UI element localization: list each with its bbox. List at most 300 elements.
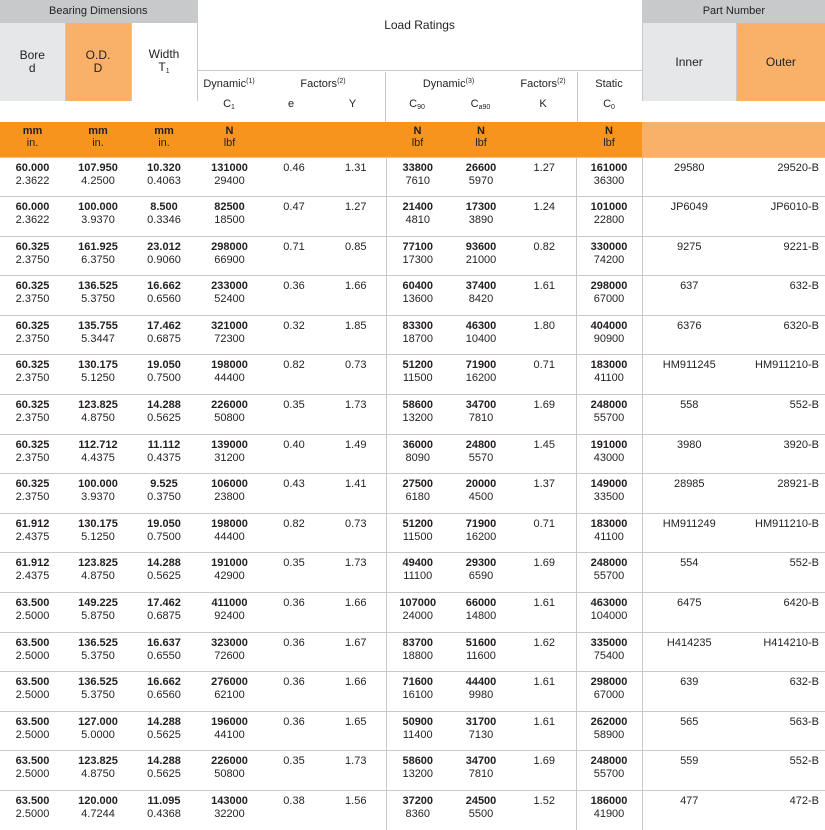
cell-c1-n xyxy=(197,751,262,791)
cell-value-imperial: 2.3750 xyxy=(15,491,50,504)
cell-value-imperial: 42900 xyxy=(214,570,245,583)
od-symbol: D xyxy=(93,61,103,75)
cell-e xyxy=(262,355,326,395)
cell-value: 14.288 xyxy=(147,755,181,768)
cell-value: 100.000 xyxy=(78,478,118,491)
cell-value: 0.36 xyxy=(283,676,305,689)
cell-value: 50900 xyxy=(402,715,434,728)
cell-value: 61.912 xyxy=(15,517,50,530)
cell-od-mm xyxy=(65,394,131,434)
cell-value-imperial: 10400 xyxy=(465,332,497,345)
c90-label: C90 xyxy=(409,98,425,111)
cell-value: 1.45 xyxy=(533,438,555,451)
cell-value: 71600 xyxy=(402,676,434,689)
cell-value: 0.46 xyxy=(283,162,305,174)
cell-value: 101000 xyxy=(590,201,628,213)
cell-value: 49400 xyxy=(402,557,434,570)
cell-value-imperial: 11500 xyxy=(402,372,433,385)
bore-header xyxy=(0,23,65,101)
cell-value-imperial: 16100 xyxy=(402,689,434,702)
cell-value-imperial: 50800 xyxy=(214,768,245,781)
cell-value: 1.37 xyxy=(533,478,555,491)
cell-w-mm xyxy=(131,197,197,237)
cell-value: 46300 xyxy=(465,319,497,332)
cell-inner xyxy=(642,158,736,197)
cell-value-imperial: 75400 xyxy=(593,649,625,662)
cell-value: 3980 xyxy=(677,438,702,451)
cell-od-mm xyxy=(65,474,131,514)
table-row xyxy=(0,632,825,672)
cell-value-imperial: 21000 xyxy=(465,253,497,266)
cell-value: 0.35 xyxy=(283,398,305,411)
cell-value-imperial: 55700 xyxy=(593,570,625,583)
cell-od-mm xyxy=(65,315,131,355)
table-row xyxy=(0,790,825,830)
cell-value: 17.462 xyxy=(147,596,181,609)
cell-e xyxy=(262,276,326,316)
cell-value: 16.637 xyxy=(147,636,181,649)
cell-c1-n xyxy=(197,276,262,316)
cell-value: 463000 xyxy=(590,596,628,609)
cell-value-imperial: 52400 xyxy=(214,293,245,306)
cell-value: 0.82 xyxy=(283,359,305,372)
cell-e xyxy=(262,394,326,434)
cell-value-imperial: 0.5625 xyxy=(147,411,181,424)
unit-bore: mm in. xyxy=(0,122,65,157)
cell-value-imperial: 7610 xyxy=(405,175,430,187)
cell-value-imperial: 5.3447 xyxy=(81,332,115,345)
cell-value: 226000 xyxy=(211,755,248,768)
cell-value: 335000 xyxy=(590,636,628,649)
cell-value-imperial: 4810 xyxy=(405,214,430,226)
cell-od-mm xyxy=(65,434,131,474)
cell-value: 135.755 xyxy=(78,319,118,332)
cell-inner xyxy=(642,553,736,593)
cell-e xyxy=(262,711,326,751)
table-row xyxy=(0,474,825,514)
k-label: K xyxy=(539,98,547,110)
cell-value: 1.69 xyxy=(533,557,555,570)
cell-value-imperial: 18800 xyxy=(402,649,434,662)
cell-value: 31700 xyxy=(465,715,497,728)
cell-w-mm xyxy=(131,711,197,751)
cell-value: 0.82 xyxy=(533,240,555,253)
cell-value: 0.71 xyxy=(283,240,305,253)
e-label: e xyxy=(287,98,295,110)
cell-value-imperial: 0.5625 xyxy=(147,570,181,583)
cell-inner xyxy=(642,632,736,672)
cell-value-imperial: 66900 xyxy=(214,253,245,266)
cell-value: HM911249 xyxy=(662,517,716,530)
cell-outer xyxy=(736,276,825,316)
cell-value: 0.36 xyxy=(283,596,305,609)
cell-inner xyxy=(642,355,736,395)
cell-y xyxy=(326,315,386,355)
cell-value: 36000 xyxy=(402,438,434,451)
cell-value: 63.500 xyxy=(15,755,50,768)
cell-ca90-n xyxy=(449,236,513,276)
width-label: Width xyxy=(148,47,180,61)
cell-value-imperial: 0.6875 xyxy=(147,609,181,622)
cell-c1-n xyxy=(197,315,262,355)
table-row xyxy=(0,434,825,474)
cell-c90-n xyxy=(386,197,449,237)
cell-ca90-n xyxy=(449,751,513,791)
cell-ca90-n xyxy=(449,672,513,712)
cell-w-mm xyxy=(131,236,197,276)
cell-value-imperial: 13200 xyxy=(402,411,434,424)
cell-value: 0.36 xyxy=(283,280,305,293)
cell-c90-n xyxy=(386,394,449,434)
cell-value: 1.69 xyxy=(533,755,555,768)
cell-value: 196000 xyxy=(211,715,248,728)
cell-value-imperial: 32200 xyxy=(214,807,245,820)
cell-k xyxy=(513,790,576,830)
cell-e xyxy=(262,197,326,237)
cell-value-imperial: 41100 xyxy=(594,530,624,543)
cell-value: 3920-B xyxy=(783,438,819,451)
cell-ca90-n xyxy=(449,553,513,593)
cell-value: 161000 xyxy=(590,162,628,174)
cell-bore-mm xyxy=(0,513,65,553)
cell-k xyxy=(513,553,576,593)
cell-value: 107000 xyxy=(399,596,437,609)
cell-value: 16.662 xyxy=(147,676,181,689)
cell-value: 198000 xyxy=(211,517,248,530)
cell-value-imperial: 4.8750 xyxy=(81,411,115,424)
cell-outer xyxy=(736,513,825,553)
cell-k xyxy=(513,672,576,712)
cell-value: 66000 xyxy=(465,596,497,609)
cell-value: 28921-B xyxy=(777,478,819,491)
cell-value: 0.35 xyxy=(283,755,305,768)
cell-value-imperial: 3890 xyxy=(468,214,494,226)
cell-value-imperial: 0.6875 xyxy=(147,332,181,345)
cell-value: 298000 xyxy=(211,240,248,253)
cell-value: 323000 xyxy=(211,636,248,649)
cell-bore-mm xyxy=(0,474,65,514)
c1-label: C1 xyxy=(223,98,235,111)
cell-outer xyxy=(736,474,825,514)
cell-value-imperial: 7810 xyxy=(468,411,494,424)
data-table xyxy=(0,157,825,830)
cell-value: 1.66 xyxy=(345,280,367,293)
cell-outer xyxy=(736,197,825,237)
cell-outer xyxy=(736,315,825,355)
cell-value: 123.825 xyxy=(78,557,118,570)
cell-value: 14.288 xyxy=(147,398,181,411)
cell-value: 183000 xyxy=(590,359,628,372)
cell-y xyxy=(326,592,386,632)
cell-c0-n xyxy=(576,355,642,395)
cell-c1-n xyxy=(197,236,262,276)
cell-value: 6320-B xyxy=(783,319,819,332)
cell-ca90-n xyxy=(449,197,513,237)
cell-c90-n xyxy=(386,790,449,830)
cell-value-imperial: 6180 xyxy=(405,491,430,504)
cell-value-imperial: 22800 xyxy=(593,214,625,226)
table-row xyxy=(0,592,825,632)
cell-bore-mm xyxy=(0,355,65,395)
cell-value: 100.000 xyxy=(78,201,118,213)
cell-c90-n xyxy=(386,355,449,395)
cell-value: 77100 xyxy=(402,240,434,253)
cell-w-mm xyxy=(131,474,197,514)
cell-c90-n xyxy=(386,553,449,593)
cell-value: 1.73 xyxy=(345,557,367,570)
cell-value: 83700 xyxy=(402,636,434,649)
cell-value-imperial: 0.3346 xyxy=(147,214,181,226)
cell-c1-n xyxy=(197,197,262,237)
cell-value: 1.52 xyxy=(533,794,555,807)
cell-od-mm xyxy=(65,553,131,593)
cell-e xyxy=(262,553,326,593)
table-row xyxy=(0,513,825,553)
unit-c0: N lbf xyxy=(576,122,642,157)
cell-outer xyxy=(736,672,825,712)
cell-value: 51200 xyxy=(402,359,434,372)
cell-value: 17.462 xyxy=(147,319,181,332)
cell-value-imperial: 2.3750 xyxy=(15,253,50,266)
cell-w-mm xyxy=(131,355,197,395)
cell-k xyxy=(513,513,576,553)
cell-w-mm xyxy=(131,632,197,672)
cell-value: 1.67 xyxy=(345,636,367,649)
load-ratings-title: Load Ratings xyxy=(198,5,642,71)
cell-value: 17300 xyxy=(465,201,497,213)
cell-value: 63.500 xyxy=(15,715,50,728)
cell-value-imperial: 24000 xyxy=(402,609,434,622)
cell-inner xyxy=(642,276,736,316)
cell-c1-n xyxy=(197,513,262,553)
cell-value: 120.000 xyxy=(78,794,118,807)
cell-value: 130.175 xyxy=(78,517,118,530)
outer-header: Outer xyxy=(736,23,825,101)
cell-c90-n xyxy=(386,513,449,553)
bore-symbol: d xyxy=(28,61,36,75)
cell-bore-mm xyxy=(0,790,65,830)
cell-inner xyxy=(642,474,736,514)
cell-y xyxy=(326,276,386,316)
cell-value: 136.525 xyxy=(78,676,118,689)
cell-c0-n xyxy=(576,553,642,593)
cell-value-imperial: 43000 xyxy=(593,451,625,464)
cell-c0-n xyxy=(576,474,642,514)
cell-value: 183000 xyxy=(590,517,628,530)
cell-value: 29520-B xyxy=(777,162,819,174)
cell-value-imperial: 104000 xyxy=(590,609,628,622)
cell-value: 563-B xyxy=(789,715,819,728)
cell-outer xyxy=(736,790,825,830)
cell-value: 559 xyxy=(680,755,699,768)
cell-value: 191000 xyxy=(590,438,628,451)
cell-bore-mm xyxy=(0,236,65,276)
cell-value-imperial: 4.2500 xyxy=(81,175,115,187)
cell-value-imperial: 2.4375 xyxy=(15,530,50,543)
cell-c0-n xyxy=(576,276,642,316)
cell-ca90-n xyxy=(449,276,513,316)
cell-c90-n xyxy=(386,672,449,712)
cell-value: 1.61 xyxy=(533,676,555,689)
dynamic1-label: Dynamic$^{(1)}$ xyxy=(203,78,255,90)
cell-c90-n xyxy=(386,592,449,632)
cell-w-mm xyxy=(131,751,197,791)
cell-value: 1.61 xyxy=(533,715,555,728)
cell-c90-n xyxy=(386,315,449,355)
cell-value: 0.36 xyxy=(283,636,305,649)
cell-value: 26600 xyxy=(465,162,497,174)
cell-k xyxy=(513,632,576,672)
cell-value: 9221-B xyxy=(783,240,819,253)
cell-value-imperial: 2.5000 xyxy=(15,807,50,820)
cell-outer xyxy=(736,236,825,276)
cell-value-imperial: 0.5625 xyxy=(147,768,181,781)
cell-value-imperial: 4.7244 xyxy=(81,807,115,820)
cell-value-imperial: 5.1250 xyxy=(81,372,115,385)
cell-e xyxy=(262,513,326,553)
cell-value-imperial: 2.5000 xyxy=(15,689,50,702)
cell-value-imperial: 18700 xyxy=(402,332,434,345)
cell-ca90-n xyxy=(449,592,513,632)
cell-value: 552-B xyxy=(789,398,819,411)
cell-value: 1.61 xyxy=(533,596,555,609)
c0-label: C0 xyxy=(603,98,615,111)
cell-ca90-n xyxy=(449,513,513,553)
cell-value: 0.35 xyxy=(283,557,305,570)
cell-value: 1.31 xyxy=(345,162,367,174)
bearing-dimensions-header: Bearing Dimensions xyxy=(0,0,197,23)
cell-value: 1.61 xyxy=(533,280,555,293)
cell-k xyxy=(513,751,576,791)
cell-c0-n xyxy=(576,672,642,712)
cell-value: 63.500 xyxy=(15,676,50,689)
cell-value-imperial: 67000 xyxy=(593,293,625,306)
cell-od-mm xyxy=(65,236,131,276)
cell-value: 0.38 xyxy=(283,794,305,807)
cell-value: 44400 xyxy=(465,676,497,689)
cell-value: 0.71 xyxy=(533,517,555,530)
cell-value: 198000 xyxy=(211,359,248,372)
cell-value: 0.85 xyxy=(345,240,367,253)
cell-od-mm xyxy=(65,592,131,632)
cell-value: 29300 xyxy=(465,557,497,570)
cell-value-imperial: 9980 xyxy=(468,689,494,702)
cell-od-mm xyxy=(65,276,131,316)
cell-value-imperial: 2.5000 xyxy=(15,728,50,741)
cell-c0-n xyxy=(576,315,642,355)
cell-ca90-n xyxy=(449,355,513,395)
cell-value: 0.43 xyxy=(283,478,305,491)
cell-value-imperial: 0.6560 xyxy=(147,689,181,702)
cell-outer xyxy=(736,632,825,672)
cell-value-imperial: 6590 xyxy=(468,570,494,583)
cell-value: 248000 xyxy=(590,755,628,768)
cell-y xyxy=(326,158,386,197)
cell-value: 1.80 xyxy=(533,319,555,332)
cell-value-imperial: 8360 xyxy=(405,807,430,820)
table-row xyxy=(0,355,825,395)
cell-value: 63.500 xyxy=(15,596,50,609)
cell-od-mm xyxy=(65,790,131,830)
cell-value: 9275 xyxy=(677,240,702,253)
unit-od: mm in. xyxy=(65,122,131,157)
cell-y xyxy=(326,711,386,751)
cell-value-imperial: 50800 xyxy=(214,411,245,424)
cell-od-mm xyxy=(65,672,131,712)
cell-c1-n xyxy=(197,711,262,751)
cell-value: 60.325 xyxy=(15,398,50,411)
cell-c1-n xyxy=(197,672,262,712)
dynamic3-label: Dynamic$^{(3)}$ xyxy=(422,78,475,90)
cell-value: 477 xyxy=(680,794,699,807)
cell-value-imperial: 90900 xyxy=(593,332,625,345)
cell-value-imperial: 5.1250 xyxy=(81,530,115,543)
cell-value: 16.662 xyxy=(147,280,181,293)
cell-outer xyxy=(736,592,825,632)
cell-value: 1.65 xyxy=(345,715,367,728)
cell-value: 472-B xyxy=(789,794,819,807)
cell-c1-n xyxy=(197,632,262,672)
cell-value-imperial: 2.5000 xyxy=(15,768,50,781)
cell-c0-n xyxy=(576,790,642,830)
table-row xyxy=(0,236,825,276)
cell-value: 1.62 xyxy=(533,636,555,649)
cell-value: 9.525 xyxy=(150,478,178,491)
width-header xyxy=(131,23,197,101)
cell-w-mm xyxy=(131,672,197,712)
cell-value: HM911210-B xyxy=(755,517,819,530)
cell-od-mm xyxy=(65,355,131,395)
cell-k xyxy=(513,158,576,197)
cell-y xyxy=(326,474,386,514)
cell-value: 552-B xyxy=(789,557,819,570)
cell-value: 0.73 xyxy=(345,359,367,372)
cell-value: 639 xyxy=(680,676,699,689)
cell-c90-n xyxy=(386,434,449,474)
cell-value: 0.71 xyxy=(533,359,555,372)
cell-value: 6475 xyxy=(677,596,702,609)
cell-od-mm xyxy=(65,197,131,237)
cell-value: 143000 xyxy=(211,794,248,807)
cell-value-imperial: 41100 xyxy=(594,372,624,385)
cell-outer xyxy=(736,394,825,434)
cell-value: 149.225 xyxy=(78,596,118,609)
cell-value-imperial: 2.3750 xyxy=(15,372,50,385)
cell-value-imperial: 7810 xyxy=(468,768,494,781)
cell-value-imperial: 6.3750 xyxy=(81,253,115,266)
cell-ca90-n xyxy=(449,434,513,474)
cell-value: H414210-B xyxy=(763,636,819,649)
cell-c1-n xyxy=(197,474,262,514)
cell-bore-mm xyxy=(0,751,65,791)
cell-value-imperial: 0.3750 xyxy=(147,491,181,504)
cell-value-imperial: 33500 xyxy=(593,491,625,504)
cell-value: 29580 xyxy=(673,162,705,174)
cell-value: 0.40 xyxy=(283,438,305,451)
cell-value: 51600 xyxy=(465,636,497,649)
cell-value: 21400 xyxy=(402,201,434,213)
cell-bore-mm xyxy=(0,158,65,197)
cell-value-imperial: 4.8750 xyxy=(81,570,115,583)
cell-y xyxy=(326,394,386,434)
cell-value: 11.095 xyxy=(147,794,181,807)
cell-value: 60.000 xyxy=(15,162,50,174)
cell-c0-n xyxy=(576,394,642,434)
cell-c0-n xyxy=(576,236,642,276)
cell-k xyxy=(513,355,576,395)
table-row xyxy=(0,158,825,197)
cell-ca90-n xyxy=(449,474,513,514)
